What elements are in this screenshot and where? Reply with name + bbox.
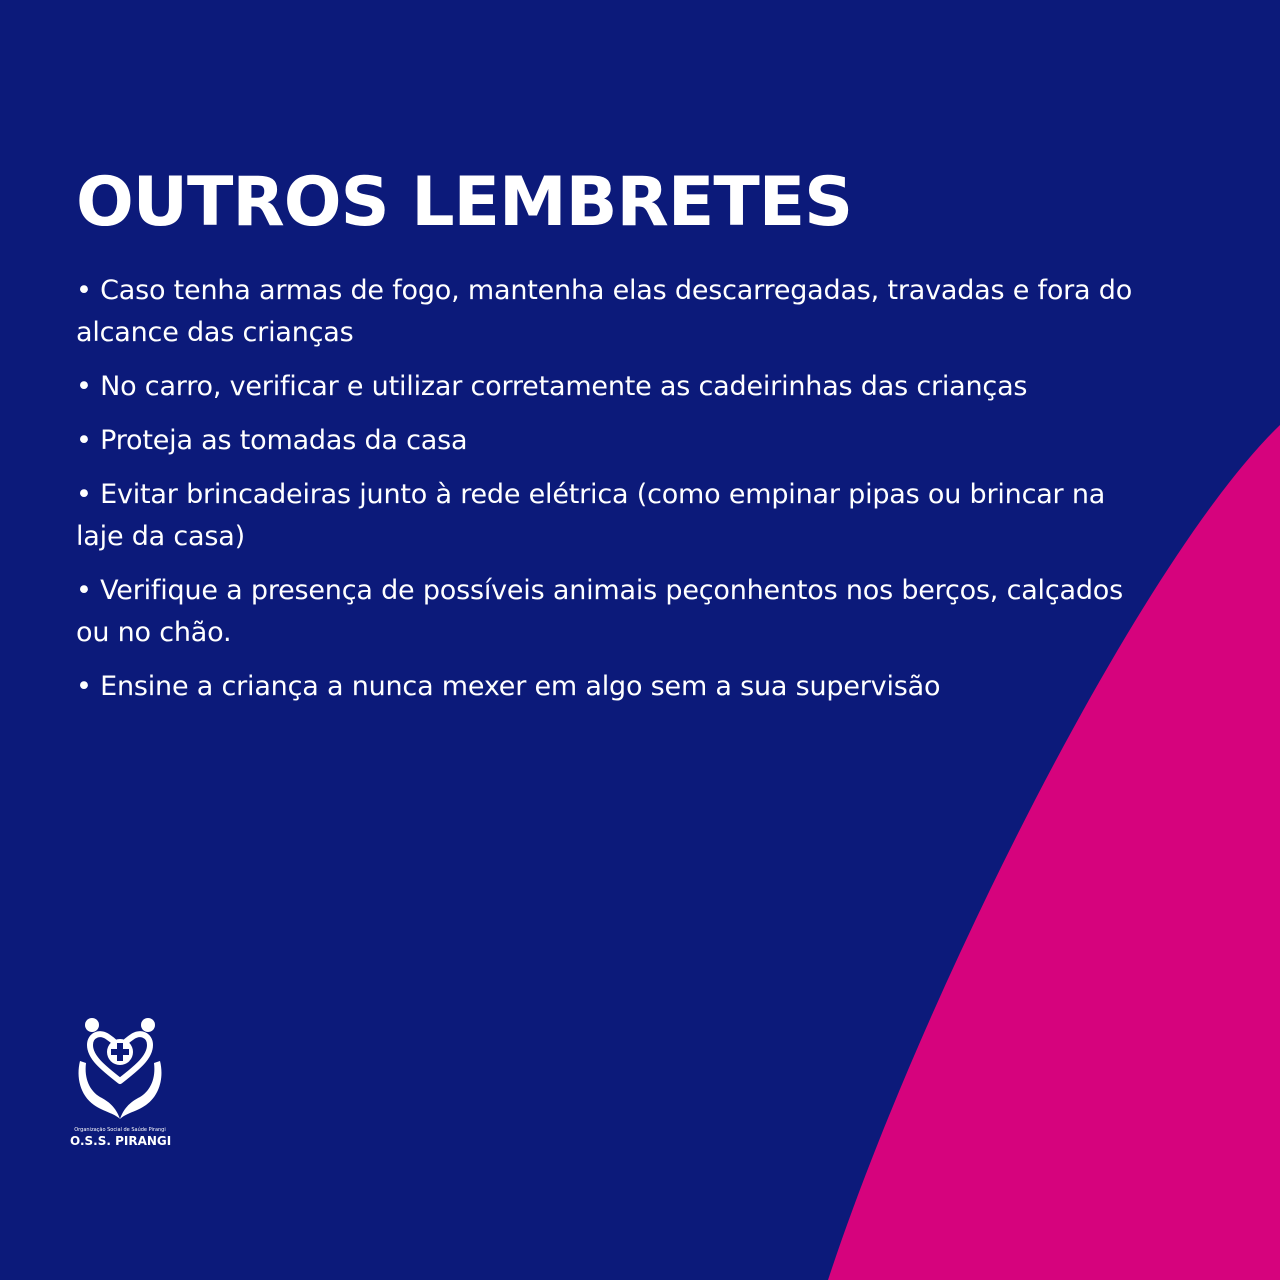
reminder-list [76,270,1156,708]
list-item: • Verifique a presença de possíveis animais peçonhentos nos berços, calçados ou no chão. [76,575,1123,648]
logo-name: O.S.S. PIRANGI [70,1134,172,1148]
logo-subtitle: Organização Social de Saúde Pirangi [74,1127,166,1133]
list-item: • Evitar brincadeiras junto à rede elétrica (como empinar pipas ou brincar na laje da casa) [76,479,1106,552]
oss-pirangi-logo [70,1015,170,1148]
heart-hands-cross-icon [72,1015,168,1125]
list-item: • Proteja as tomadas da casa [76,425,468,456]
list-item: • Ensine a criança a nunca mexer em algo sem a sua supervisão [76,671,941,702]
main-content [76,162,1156,720]
page-title: OUTROS LEMBRETES [76,163,853,242]
list-item: • No carro, verificar e utilizar corretamente as cadeirinhas das crianças [76,371,1028,402]
list-item: • Caso tenha armas de fogo, mantenha elas descarregadas, travadas e fora do alcance das crianças [76,275,1133,348]
